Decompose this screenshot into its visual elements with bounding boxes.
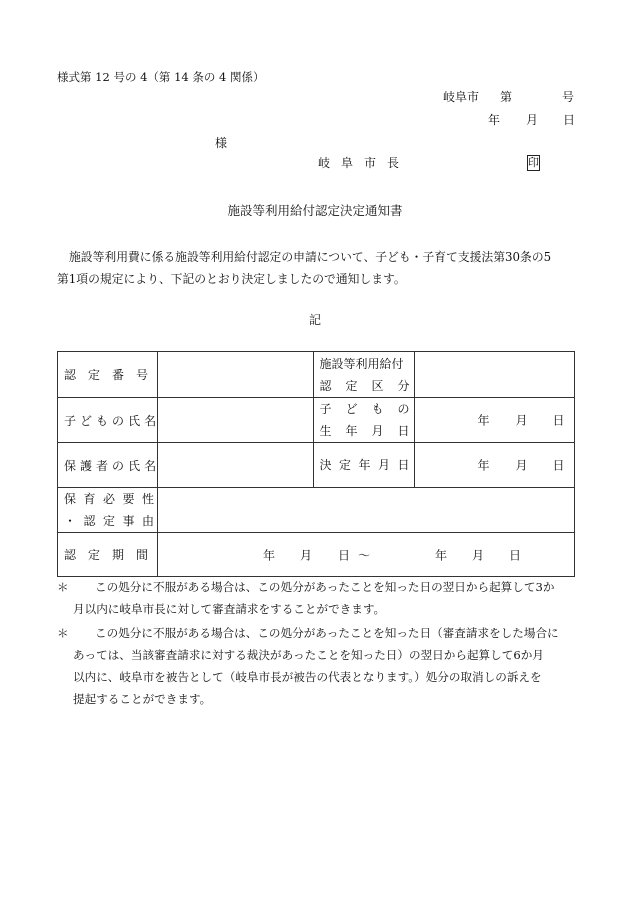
asterisk-icon: ＊ (57, 580, 69, 594)
year-label: 年 (488, 113, 501, 127)
notes-section (57, 576, 577, 712)
city-label: 岐阜市 (443, 90, 480, 104)
table-row (58, 398, 575, 443)
value-child-name[interactable] (157, 398, 313, 443)
seal-mark: 印 (528, 156, 539, 169)
value-cert-period[interactable]: 年 月 日 〜 年 月 日 (157, 533, 574, 577)
table-row (58, 533, 575, 577)
value-cert-number[interactable] (157, 352, 313, 398)
label-cert-period: 認 定 期 間 (58, 533, 158, 577)
note-item: ＊ この処分に不服がある場合は、この処分があったことを知った日の翌日から起算して3か 月以内に岐阜市長に対して審査請求をすることができます。 (57, 576, 577, 620)
value-care-necessity[interactable] (157, 488, 574, 533)
body-paragraph (57, 246, 577, 290)
table-row (58, 488, 575, 533)
asterisk-icon: ＊ (57, 626, 69, 640)
label-cert-category: 施設等利用給付 認 定 区 分 (313, 352, 415, 398)
label-child-name: 子 ど も の 氏 名 (58, 398, 158, 443)
mayor-name: 岐阜市長 (318, 156, 411, 170)
range-separator: 〜 (357, 548, 370, 562)
label-guardian-name: 保 護 者 の 氏 名 (58, 443, 158, 488)
label-decision-date: 決 定 年 月 日 (313, 443, 415, 488)
dai-label: 第 (500, 90, 513, 104)
value-guardian-name[interactable] (157, 443, 313, 488)
ki-heading: 記 (308, 313, 321, 327)
day-label: 日 (563, 113, 576, 127)
label-care-necessity: 保 育 必 要 性 ・ 認 定 事 由 (58, 488, 158, 533)
value-child-birthdate[interactable]: 年 月 日 (415, 398, 575, 443)
label-child-birthdate: 子 ど も の 生 年 月 日 (313, 398, 415, 443)
value-decision-date[interactable]: 年 月 日 (415, 443, 575, 488)
certification-table (57, 351, 575, 577)
body-line-1: 施設等利用費に係る施設等利用給付認定の申請について、子ども・子育て支援法第30条の5 (69, 250, 552, 264)
addressee-suffix: 様 (215, 136, 228, 150)
table-row (58, 352, 575, 398)
value-cert-category[interactable] (415, 352, 575, 398)
month-label: 月 (526, 113, 539, 127)
document-title: 施設等利用給付認定決定通知書 (227, 203, 403, 218)
form-number: 様式第 12 号の 4（第 14 条の 4 関係） (57, 70, 265, 84)
note-item: ＊ この処分に不服がある場合は、この処分があったことを知った日（審査請求をした場合に あっては、当該審査請求に対する裁決があったことを知った日）の翌日から起算して6か月 以内に、岐阜市を被告として（岐阜市長が被告の代表となります。）処分の取消しの訴えを 提起することができます。 (57, 622, 577, 710)
go-label: 号 (562, 90, 575, 104)
body-line-2: 第1項の規定により、下記のとおり決定しましたので通知します。 (57, 272, 406, 286)
label-cert-number: 認 定 番 号 (58, 352, 158, 398)
table-row (58, 443, 575, 488)
